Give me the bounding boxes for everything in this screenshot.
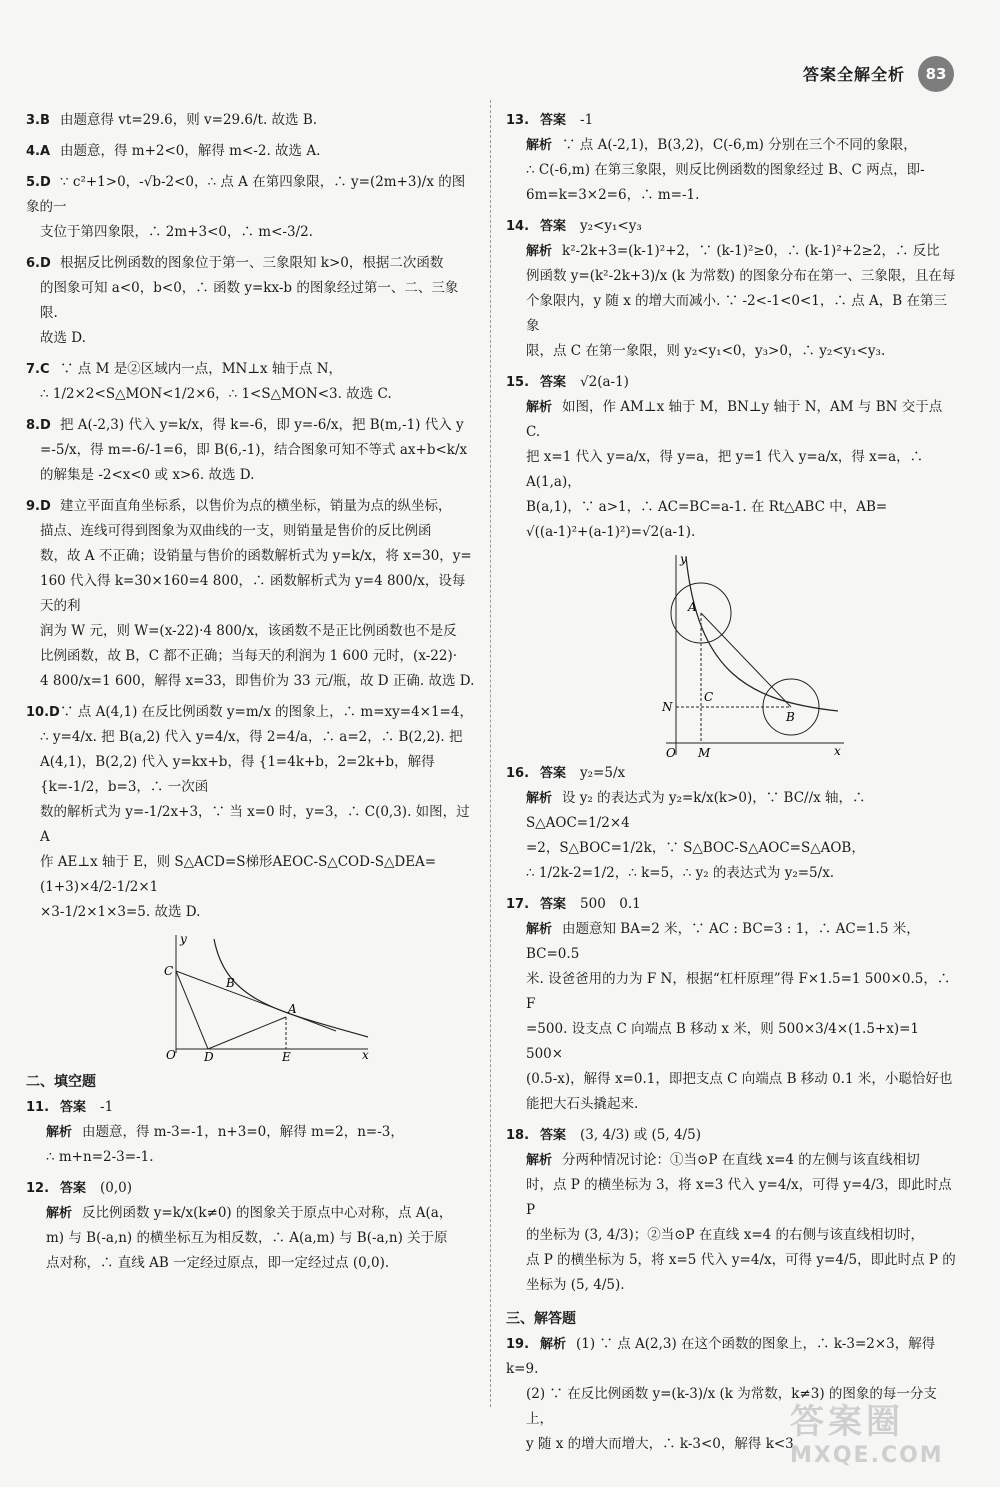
item-line: 把 A(-2,3) 代入 y=k/x，得 k=-6，即 y=-6/x，把 B(m,-1) 代入 y	[60, 417, 464, 433]
analysis-row	[46, 1201, 476, 1226]
answer-item	[506, 1123, 956, 1298]
fig15-label-x: x	[834, 744, 841, 758]
item-line: 由题意，得 m+2<0，解得 m<-2. 故选 A.	[60, 143, 321, 159]
item-line: 由题意知 BA=2 米，∵ AC : BC=3 : 1，∴ AC=1.5 米，BC=0.5	[526, 921, 920, 962]
item-head	[506, 370, 956, 395]
segment-ab	[701, 613, 791, 707]
item-line: 数，故 A 不正确；设销量与售价的函数解析式为 y=k/x，将 x=30，y=	[40, 548, 472, 564]
analysis-row	[526, 133, 956, 158]
item-line: ∴ y=4/x. 把 B(a,2) 代入 y=4/x，得 2=4/a，∴ a=2，∴ B(2,2). 把	[40, 729, 463, 745]
item-line: 作 AE⊥x 轴于 E，则 S△ACD=S梯形AEOC-S△COD-S△DEA=(1+3)×4/2-1/2×1	[40, 854, 437, 895]
item-number: 12.	[26, 1181, 50, 1196]
item-line: 根据反比例函数的图象位于第一、三象限知 k>0，根据二次函数	[60, 255, 444, 271]
answer-tag: 答案	[540, 1128, 567, 1143]
item-line: √((a-1)²+(a-1)²)=√2(a-1).	[526, 524, 696, 540]
analysis-row	[526, 917, 956, 967]
item-line: 的图象可知 a<0，b<0，∴ 函数 y=kx-b 的图象经过第一、二、三象限.	[40, 280, 459, 321]
answer-value: -1	[100, 1099, 114, 1115]
item-line: 米. 设爸爸用的力为 F N，根据“杠杆原理”得 F×1.5=1 500×0.5，∴ F	[526, 971, 951, 1012]
item-number: 15.	[506, 375, 530, 390]
figure-10	[136, 931, 376, 1061]
item-line: 4 800/x=1 600，解得 x=33，即售价为 33 元/瓶，故 D 正确. 故选 D.	[40, 673, 475, 689]
right-column	[506, 108, 956, 1463]
item-number: 18.	[506, 1128, 530, 1143]
analysis-tag: 解析	[526, 1153, 553, 1168]
header-title: 答案全解全析	[802, 65, 905, 84]
analysis-tag: 解析	[526, 922, 553, 937]
analysis-row	[526, 395, 956, 445]
item-number: 17.	[506, 897, 530, 912]
item-line: =500. 设支点 C 向端点 B 移动 x 米，则 500×3/4×(1.5+x)=1 500×	[526, 1021, 920, 1062]
item-number: 8.D	[26, 418, 51, 433]
answer-tag: 答案	[540, 219, 567, 234]
fig15-label-c: C	[704, 690, 714, 704]
item-line: ∵ 点 A(4,1) 在反比例函数 y=m/x 的图象上，∴ m=xy=4×1=4，	[60, 704, 473, 720]
answer-item	[26, 413, 476, 488]
item-line: =2，S△BOC=1/2k，∵ S△BOC-S△AOC=S△AOB，	[526, 840, 865, 856]
solve-row	[506, 1332, 956, 1382]
answer-item	[26, 170, 476, 245]
item-line: 限，点 C 在第一象限，则 y₂<y₁<0，y₃>0，∴ y₂<y₁<y₃.	[526, 343, 886, 359]
item-number: 13.	[506, 113, 530, 128]
answer-value: (3, 4/3) 或 (5, 4/5)	[580, 1127, 701, 1143]
item-line: 坐标为 (5, 4/5).	[526, 1277, 625, 1293]
answer-item	[26, 108, 476, 133]
figure-15	[646, 551, 846, 761]
watermark-top: 答案圈	[790, 1402, 904, 1442]
item-line: 时，点 P 的横坐标为 3，将 x=3 代入 y=4/x，可得 y=4/3，即此时点 P	[526, 1177, 952, 1218]
answer-item	[506, 892, 956, 1117]
fig10-label-a: A	[288, 1002, 297, 1016]
left-items	[26, 108, 476, 925]
item-line: k²-2k+3=(k-1)²+2，∵ (k-1)²≥0，∴ (k-1)²+2≥2，∴ 反比	[562, 243, 940, 259]
answer-tag: 答案	[60, 1100, 87, 1115]
answer-item	[26, 357, 476, 407]
answer-tag: 答案	[540, 897, 567, 912]
item-line: 润为 W 元，则 W=(x-22)·4 800/x，该函数不是正比例函数也不是反	[40, 623, 457, 639]
item-line: (0.5-x)，解得 x=0.1，即把支点 C 向端点 B 移动 0.1 米，小聪恰好也	[526, 1071, 953, 1087]
answer-value: y₂=5/x	[580, 765, 626, 781]
answer-item	[506, 214, 956, 364]
item-line: 反比例函数 y=k/x(k≠0) 的图象关于原点中心对称，点 A(a，	[82, 1205, 453, 1221]
analysis-tag: 解析	[526, 400, 553, 415]
item-line: 由题意，得 m-3=-1，n+3=0，解得 m=2，n=-3，	[82, 1124, 404, 1140]
analysis-row	[526, 1148, 956, 1173]
item-head	[26, 1095, 476, 1120]
answer-value: y₂<y₁<y₃	[580, 218, 642, 234]
item-line: 160 代入得 k=30×160=4 800，∴ 函数解析式为 y=4 800/x，设每天的利	[40, 573, 466, 614]
segment-cd	[176, 971, 208, 1049]
hyperbola-curve	[686, 557, 838, 711]
fig10-label-d: D	[204, 1050, 214, 1061]
item-line: ∵ 点 A(-2,1)，B(3,2)，C(-6,m) 分别在三个不同的象限，	[562, 137, 917, 153]
item-line: ∴ 1/2×2<S△MON<1/2×6，∴ 1<S△MON<3. 故选 C.	[40, 386, 392, 402]
item-line: 描点、连线可得到图象为双曲线的一支，则销量是售价的反比例函	[40, 523, 432, 539]
item-number: 10.D	[26, 705, 60, 720]
item-number: 6.D	[26, 256, 51, 271]
analysis-row	[526, 786, 956, 836]
item-head	[506, 1123, 956, 1148]
fig10-label-b: B	[226, 976, 235, 990]
item-number: 16.	[506, 766, 530, 781]
answer-value: √2(a-1)	[580, 374, 629, 390]
analysis-row	[46, 1120, 476, 1145]
item-number: 3.B	[26, 113, 50, 128]
answer-item	[506, 370, 956, 545]
item-number: 5.D	[26, 175, 51, 190]
fig10-label-o: O	[166, 1048, 176, 1061]
item-number: 14.	[506, 219, 530, 234]
item-number: 19.	[506, 1337, 530, 1352]
item-head	[26, 1176, 476, 1201]
analysis-tag: 解析	[526, 791, 553, 806]
fig15-label-a: A	[688, 600, 697, 614]
analysis-row	[526, 239, 956, 264]
item-line: 能把大石头撬起来.	[526, 1096, 639, 1112]
item-line: ∵ 点 M 是②区域内一点，MN⊥x 轴于点 N，	[60, 361, 343, 377]
left-column	[26, 108, 476, 1282]
item-line: 6m=k=3×2=6，∴ m=-1.	[526, 187, 700, 203]
answer-item	[26, 700, 476, 925]
fig15-label-b: B	[786, 710, 795, 724]
item-line: m) 与 B(-a,n) 的横坐标互为相反数，∴ A(a,m) 与 B(-a,n) 关于原	[46, 1230, 448, 1246]
right-items-a	[506, 108, 956, 545]
item-line: (1) ∵ 点 A(2,3) 在这个函数的图象上，∴ k-3=2×3，解得 k=9.	[506, 1336, 936, 1377]
item-line: ∵ c²+1>0，-√b-2<0，∴ 点 A 在第四象限，∴ y=(2m+3)/x 的图象的一	[26, 174, 466, 215]
right-items-b	[506, 761, 956, 1298]
item-line: y 随 x 的增大而增大，∴ k-3<0，解得 k<3.	[526, 1436, 799, 1452]
answer-item	[506, 761, 956, 886]
analysis-tag: 解析	[540, 1337, 567, 1352]
item-line: 设 y₂ 的表达式为 y₂=k/x(k>0)，∵ BC//x 轴，∴ S△AOC=1/2×4	[526, 790, 866, 831]
item-line: (2) ∵ 在反比例函数 y=(k-3)/x (k 为常数，k≠3) 的图象的每一分支上，	[526, 1386, 937, 1427]
item-number: 4.A	[26, 144, 51, 159]
section-solve-heading: 三、解答题	[506, 1311, 576, 1327]
answer-item	[26, 1095, 476, 1170]
item-line: 点 P 的横坐标为 5，将 x=5 代入 y=4/x，可得 y=4/5，即此时点 P 的	[526, 1252, 956, 1268]
item-line: 由题意得 vt=29.6，则 v=29.6/t. 故选 B.	[60, 112, 318, 128]
item-line: 数的解析式为 y=-1/2x+3，∵ 当 x=0 时，y=3，∴ C(0,3). 如图，过 A	[40, 804, 470, 845]
item-line: =-5/x，得 m=-6/-1=6，即 B(6,-1)，结合图象可知不等式 ax+b<k/x	[40, 442, 468, 458]
item-head	[506, 892, 956, 917]
item-line: B(a,1)，∵ a>1，∴ AC=BC=a-1. 在 Rt△ABC 中，AB=	[526, 499, 888, 515]
answer-value: (0,0)	[100, 1180, 133, 1196]
fig10-label-c: C	[164, 964, 174, 978]
analysis-tag: 解析	[526, 138, 553, 153]
watermark-bottom: MXQE.COM	[790, 1443, 944, 1468]
answer-item	[26, 139, 476, 164]
item-line: 把 x=1 代入 y=a/x，得 y=a，把 y=1 代入 y=a/x，得 x=a，∴ A(1,a)，	[526, 449, 924, 490]
page-number-badge: 83	[918, 56, 954, 92]
answer-item	[26, 1176, 476, 1276]
fig10-label-y: y	[180, 932, 187, 946]
item-head	[506, 108, 956, 133]
item-line: 的坐标为 (3, 4/3)；②当⊙P 在直线 x=4 的右侧与该直线相切时，	[526, 1227, 925, 1243]
item-line: 故选 D.	[40, 330, 86, 346]
item-line: 分两种情况讨论：①当⊙P 在直线 x=4 的左侧与该直线相切	[562, 1152, 920, 1168]
fig10-label-x: x	[362, 1048, 369, 1061]
left-fill-items	[26, 1095, 476, 1276]
watermark-logo	[790, 1394, 980, 1479]
answer-item	[26, 251, 476, 351]
item-line: ∴ 1/2k-2=1/2，∴ k=5，∴ y₂ 的表达式为 y₂=5/x.	[526, 865, 835, 881]
item-line: 比例函数，故 B，C 都不正确；当每天的利润为 1 600 元时，(x-22)·	[40, 648, 458, 664]
fig15-label-o: O	[666, 746, 676, 760]
answer-tag: 答案	[540, 766, 567, 781]
item-line: A(4,1)，B(2,2) 代入 y=kx+b，得 {1=4k+b，2=2k+b，解得 {k=-1/2，b=3，∴ 一次函	[40, 754, 435, 795]
answer-item	[506, 108, 956, 208]
item-line: 个象限内，y 随 x 的增大而减小. ∵ -2<-1<0<1，∴ 点 A，B 在第三象	[526, 293, 947, 334]
item-number: 7.C	[26, 362, 50, 377]
analysis-tag: 解析	[46, 1125, 73, 1140]
answer-value: 500 0.1	[580, 896, 641, 912]
item-head	[506, 214, 956, 239]
item-line: 例函数 y=(k²-2k+3)/x (k 为常数) 的图象分布在第一、三象限，且在每	[526, 268, 956, 284]
fig15-label-m: M	[698, 746, 711, 760]
hyperbola-curve	[214, 939, 368, 1037]
fig15-label-n: N	[662, 700, 673, 714]
answer-tag: 答案	[540, 113, 567, 128]
answer-value: -1	[580, 112, 594, 128]
answer-tag: 答案	[60, 1181, 87, 1196]
item-line: 建立平面直角坐标系，以售价为点的横坐标，销量为点的纵坐标，	[60, 498, 452, 514]
item-line: ×3-1/2×1×3=5. 故选 D.	[40, 904, 201, 920]
answer-item	[26, 494, 476, 694]
column-divider	[490, 100, 491, 1407]
analysis-tag: 解析	[526, 244, 553, 259]
item-line: 点对称，∴ 直线 AB 一定经过原点，即一定经过点 (0,0).	[46, 1255, 390, 1271]
fig15-label-y: y	[680, 552, 687, 566]
section-fill-heading: 二、填空题	[26, 1074, 96, 1090]
fig10-label-e: E	[282, 1050, 291, 1061]
segment-da	[208, 1017, 286, 1049]
item-line: 支位于第四象限，∴ 2m+3<0，∴ m<-3/2.	[40, 224, 313, 240]
line-ab	[176, 971, 336, 1031]
item-number: 9.D	[26, 499, 51, 514]
analysis-tag: 解析	[46, 1206, 73, 1221]
item-number: 11.	[26, 1100, 50, 1115]
item-head	[506, 761, 956, 786]
answer-tag: 答案	[540, 375, 567, 390]
item-line: ∴ C(-6,m) 在第三象限，则反比例函数的图象经过 B、C 两点，即-	[526, 162, 925, 178]
item-line: ∴ m+n=2-3=-1.	[46, 1149, 154, 1165]
item-line: 如图，作 AM⊥x 轴于 M，BN⊥y 轴于 N，AM 与 BN 交于点 C.	[526, 399, 943, 440]
item-line: 的解集是 -2<x<0 或 x>6. 故选 D.	[40, 467, 255, 483]
